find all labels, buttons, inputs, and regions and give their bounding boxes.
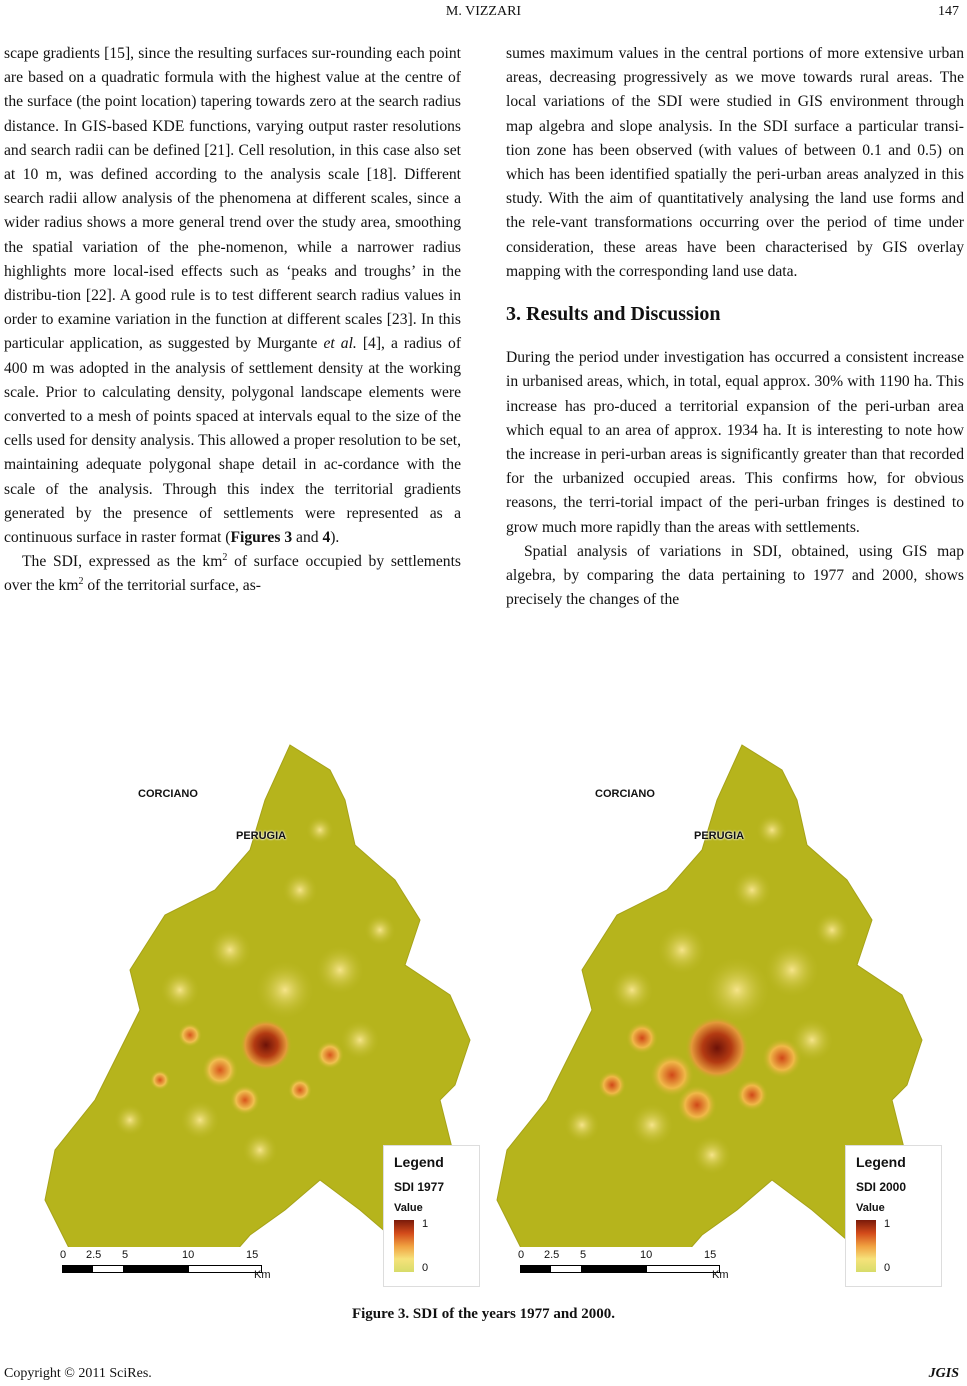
paragraph: scape gradients [15], since the resulting surfaces sur-rounding each point are based on a quadratic formula with the highest value at the centre of the surface (the point location) tapering towards zero at the search radius distance. In GIS-based KDE functions, varying output raster resolutions and search radii can be defined [21]. Cell resolution, in this case also set at 10 m, was defined according to the analysis scale [18]. Different search radii allow analysis of the phenomena at different scales, since a wider radius shows a more general trend over the study area, smoothing the spatial variation of the phe-nomenon, while a narrower radius highlights more local-ised effects such as ‘peaks and troughs’ in the distribu-tion [22]. A good rule is to test different search radius values in order to examine variation in the function at different scales [23]. In this particular application, as suggested by Murgante et al. [4], a radius of 400 m was adopted in the analysis of settlement density at the working scale. Prior to calculating density, polygonal landscape elements were converted to a mesh of points spaced at intervals equal to the size of the cells used for density analysis. This allowed a proper resolution to be set, maintaining adequate polygonal shape detail in ac-cordance with the scale of the analysis. Through this index the territorial gradients generated by the presence of settlements were represented as a continuous surface in raster format (Figures 3 and 4).	[4, 45, 462, 547]
legend-min: 0	[422, 1262, 429, 1274]
legend-value-label: Value	[856, 1202, 885, 1214]
sdi-map-1977	[0, 740, 480, 1290]
footer-journal: JGIS	[928, 1366, 959, 1381]
town-label-perugia: PERUGIA	[236, 830, 287, 842]
footer-copyright: Copyright © 2011 SciRes.	[4, 1366, 152, 1381]
legend-value-label: Value	[394, 1202, 423, 1214]
legend-layer-name: SDI 2000	[856, 1180, 907, 1194]
legend-color-ramp	[394, 1220, 414, 1272]
scale-tick: 5	[580, 1249, 587, 1261]
scale-tick: 0	[60, 1249, 67, 1261]
town-label-corciano: CORCIANO	[138, 788, 198, 800]
figure-caption: Figure 3. SDI of the years 1977 and 2000.	[351, 1306, 616, 1322]
paragraph: During the period under investigation has occurred a consistent increase in urbanised areas, which, in total, equal approx. 30% with 1190 ha. This increase has pro-duced a territorial expansion of the peri-urban area which equal to an area of approx. 1934 ha. It is interesting to note how the increase in peri-urban areas is significantly greater than that recorded for the urbanized occupied areas. This confirms how, for obvious reasons, the terri-torial impact of the peri-urban fringes is destined to grow much more rapidly than the areas with settlements.	[506, 349, 964, 536]
scale-tick: 5	[122, 1249, 129, 1261]
paragraph: sumes maximum values in the central portions of more extensive urban areas, decreasing progressively as we move towards rural areas. The local variations of the SDI were studied in GIS environment through map algebra and slope analysis. In the SDI surface a particular transi-tion zone has been observed (with values of between 0.1 and 0.5) on which has been identified spatially the peri-urban areas analyzed in this study. With the aim of quantitatively analysing the land use forms and the rele-vant transformations occurring over the period of time under consideration, these areas have been characterised by GIS overlay mapping with the corresponding land use data.	[506, 45, 964, 280]
map-legend	[845, 1145, 942, 1287]
legend-layer-name: SDI 1977	[394, 1180, 445, 1194]
scale-tick: 10	[640, 1249, 653, 1261]
town-label-corciano: CORCIANO	[595, 788, 655, 800]
legend-max: 1	[422, 1218, 429, 1230]
scale-unit: Km	[254, 1269, 271, 1281]
scale-tick: 0	[518, 1249, 525, 1261]
scale-tick: 15	[246, 1249, 259, 1261]
scale-bar	[512, 1247, 737, 1287]
paragraph: Spatial analysis of variations in SDI, obtained, using GIS map algebra, by comparing the data pertaining to 1977 and 2000, shows precisely the changes of the	[506, 542, 964, 609]
scale-tick: 15	[704, 1249, 717, 1261]
scale-tick: 10	[182, 1249, 195, 1261]
scale-bar-graphic	[520, 1265, 720, 1273]
town-label-perugia: PERUGIA	[694, 830, 745, 842]
right-column	[506, 42, 964, 612]
running-header-author: M. VIZZARI	[445, 4, 522, 19]
scale-bar	[54, 1247, 279, 1287]
page-number: 147	[938, 4, 959, 19]
section-heading: 3. Results and Discussion	[506, 303, 721, 326]
scale-bar-graphic	[62, 1265, 262, 1273]
figure-3	[0, 740, 967, 1300]
legend-title: Legend	[394, 1154, 444, 1170]
legend-color-ramp	[856, 1220, 876, 1272]
scale-tick: 2.5	[86, 1249, 102, 1261]
legend-min: 0	[884, 1262, 891, 1274]
scale-unit: Km	[712, 1269, 729, 1281]
sdi-map-2000	[487, 740, 967, 1290]
paragraph: The SDI, expressed as the $km^2$ of surface occupied by settlements over the $km^2$ of the territorial surface, as-	[4, 552, 461, 595]
legend-max: 1	[884, 1218, 891, 1230]
left-column	[4, 42, 461, 599]
scale-tick: 2.5	[544, 1249, 560, 1261]
map-legend	[383, 1145, 480, 1287]
legend-title: Legend	[856, 1154, 906, 1170]
